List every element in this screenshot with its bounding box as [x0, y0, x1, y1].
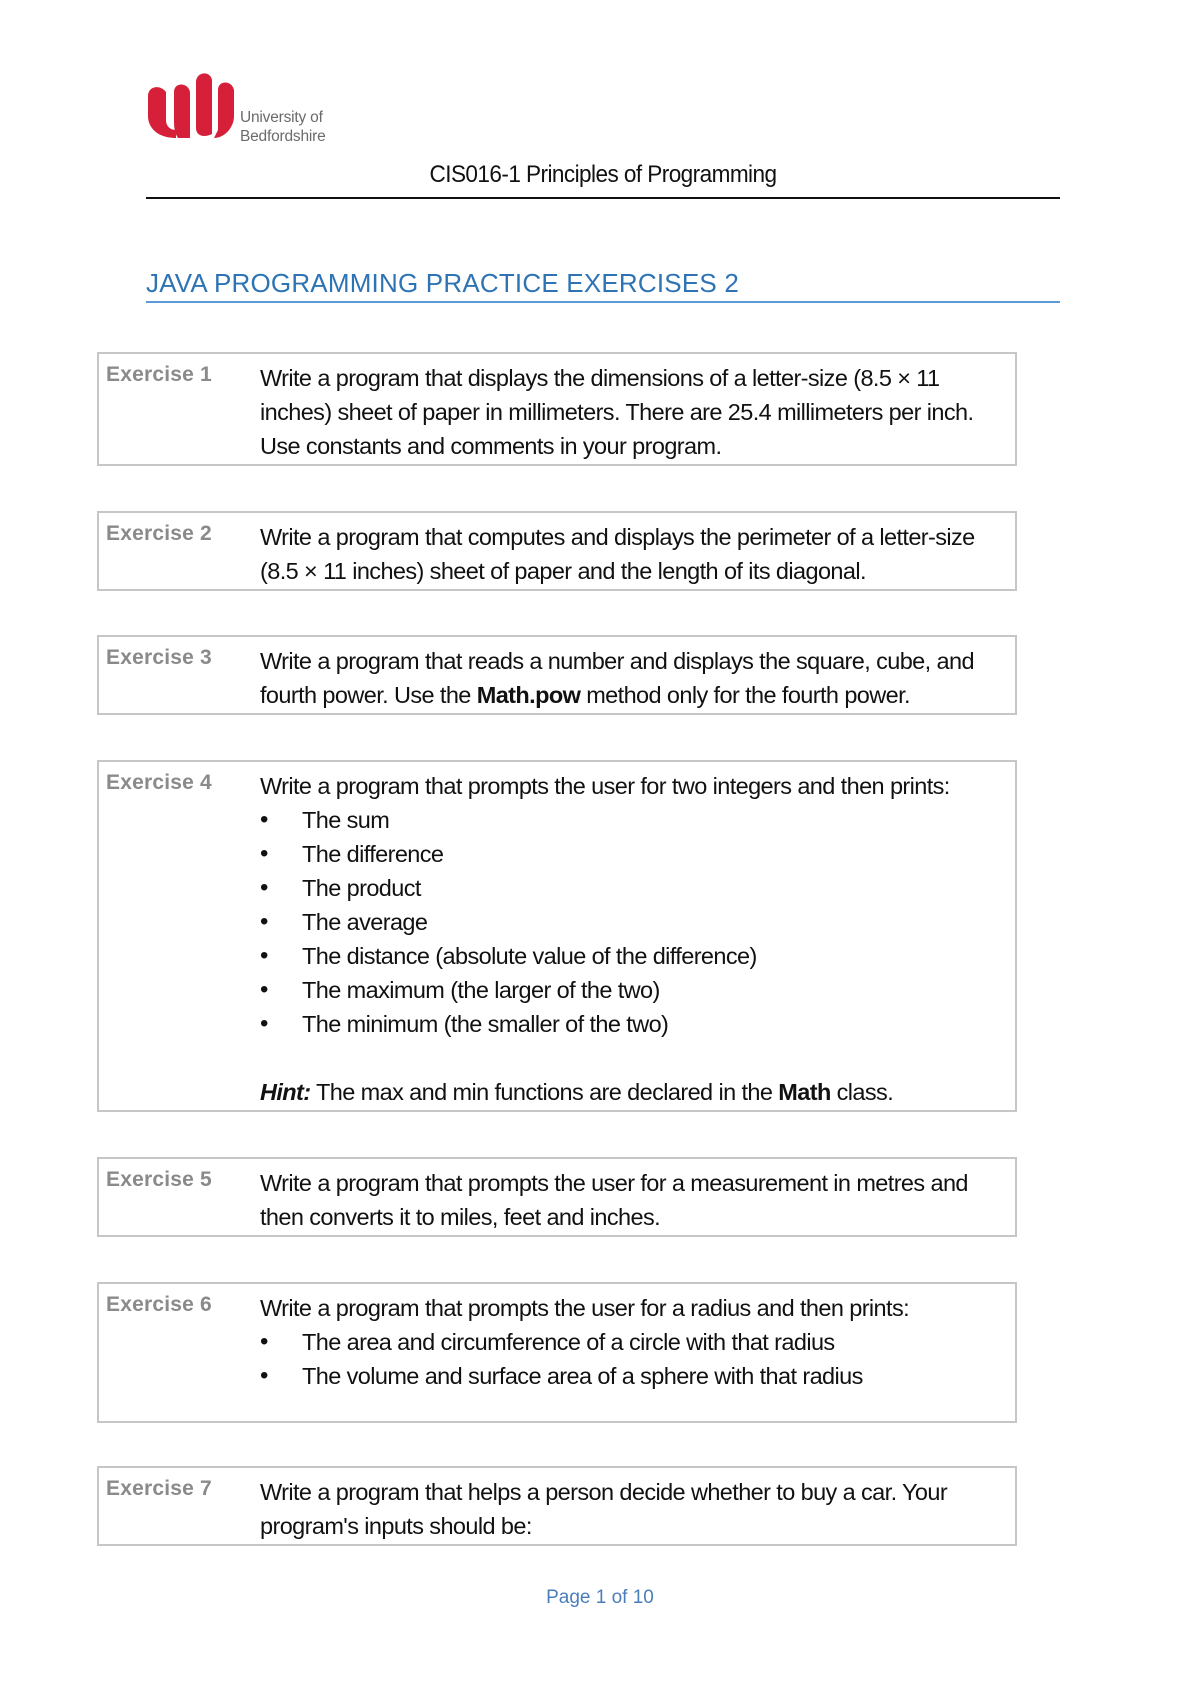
exercise-box-7 [97, 1466, 1017, 1546]
exercise-label: Exercise 5 [106, 1168, 212, 1191]
page-title: JAVA PROGRAMMING PRACTICE EXERCISES 2 [146, 268, 739, 298]
exercise-intro: Write a program that prompts the user for a radius and then prints: [260, 1295, 910, 1321]
bullet-list [260, 803, 1008, 1041]
list-item: • The product [260, 871, 1008, 905]
logo-line-1: University of [240, 109, 323, 126]
hint-text: class. [830, 1079, 894, 1105]
list-item: • The average [260, 905, 1008, 939]
hint-label: Hint: [260, 1079, 311, 1105]
hint-text: The max and min functions are declared in the [310, 1079, 779, 1105]
page-number: Page 1 of 10 [546, 1587, 654, 1608]
list-item: • The sum [260, 803, 1008, 837]
exercise-text [260, 769, 1008, 1109]
exercise-text [260, 1291, 1008, 1393]
exercise-box-5 [97, 1157, 1017, 1237]
exercise-box-1 [97, 352, 1017, 466]
exercise-text-part: method only for the fourth power. [580, 682, 910, 708]
exercise-label: Exercise 7 [106, 1477, 212, 1500]
exercise-text-part: Write a program that reads a number and displays the square, cube, and fourth power. Use the [260, 648, 974, 708]
title-rule [146, 301, 1060, 303]
list-item: • The minimum (the smaller of the two) [260, 1007, 1008, 1041]
bullet-list [260, 1325, 1008, 1393]
exercise-box-3 [97, 635, 1017, 715]
exercise-box-2 [97, 511, 1017, 591]
list-item: • The maximum (the larger of the two) [260, 973, 1008, 1007]
list-item: • The difference [260, 837, 1008, 871]
math-pow-term: Math.pow [476, 682, 581, 708]
list-item: • The area and circumference of a circle with that radius [260, 1325, 1008, 1359]
exercise-label: Exercise 6 [106, 1293, 212, 1316]
exercise-label: Exercise 4 [106, 771, 212, 794]
course-title: CIS016-1 Principles of Programming [429, 161, 777, 188]
header-rule [146, 197, 1060, 199]
exercise-text: Write a program that prompts the user for a measurement in metres and then converts it to miles, feet and inches. [260, 1170, 968, 1230]
exercise-label: Exercise 3 [106, 646, 212, 669]
exercise-text [260, 644, 1008, 712]
exercise-box-4 [97, 760, 1017, 1112]
university-logo-text [240, 108, 325, 146]
exercise-text: Write a program that helps a person decide whether to buy a car. Your program's inputs should be: [260, 1479, 948, 1539]
exercise-text: Write a program that displays the dimensions of a letter-size (8.5 × 11 inches) sheet of paper in millimeters. There are 25.4 millimeters per inch. Use constants and comments in your program. [260, 365, 974, 459]
hint-line [260, 1075, 1008, 1109]
exercise-box-6 [97, 1282, 1017, 1423]
list-item: • The volume and surface area of a sphere with that radius [260, 1359, 1008, 1393]
exercise-text: Write a program that computes and displays the perimeter of a letter-size (8.5 × 11 inches) sheet of paper and the length of its diagonal. [260, 524, 975, 584]
math-class-term: Math [778, 1079, 831, 1105]
exercise-label: Exercise 2 [106, 522, 212, 545]
exercise-intro: Write a program that prompts the user for two integers and then prints: [260, 773, 950, 799]
exercise-label: Exercise 1 [106, 363, 212, 386]
logo-line-2: Bedfordshire [240, 128, 326, 145]
list-item: • The distance (absolute value of the difference) [260, 939, 1008, 973]
